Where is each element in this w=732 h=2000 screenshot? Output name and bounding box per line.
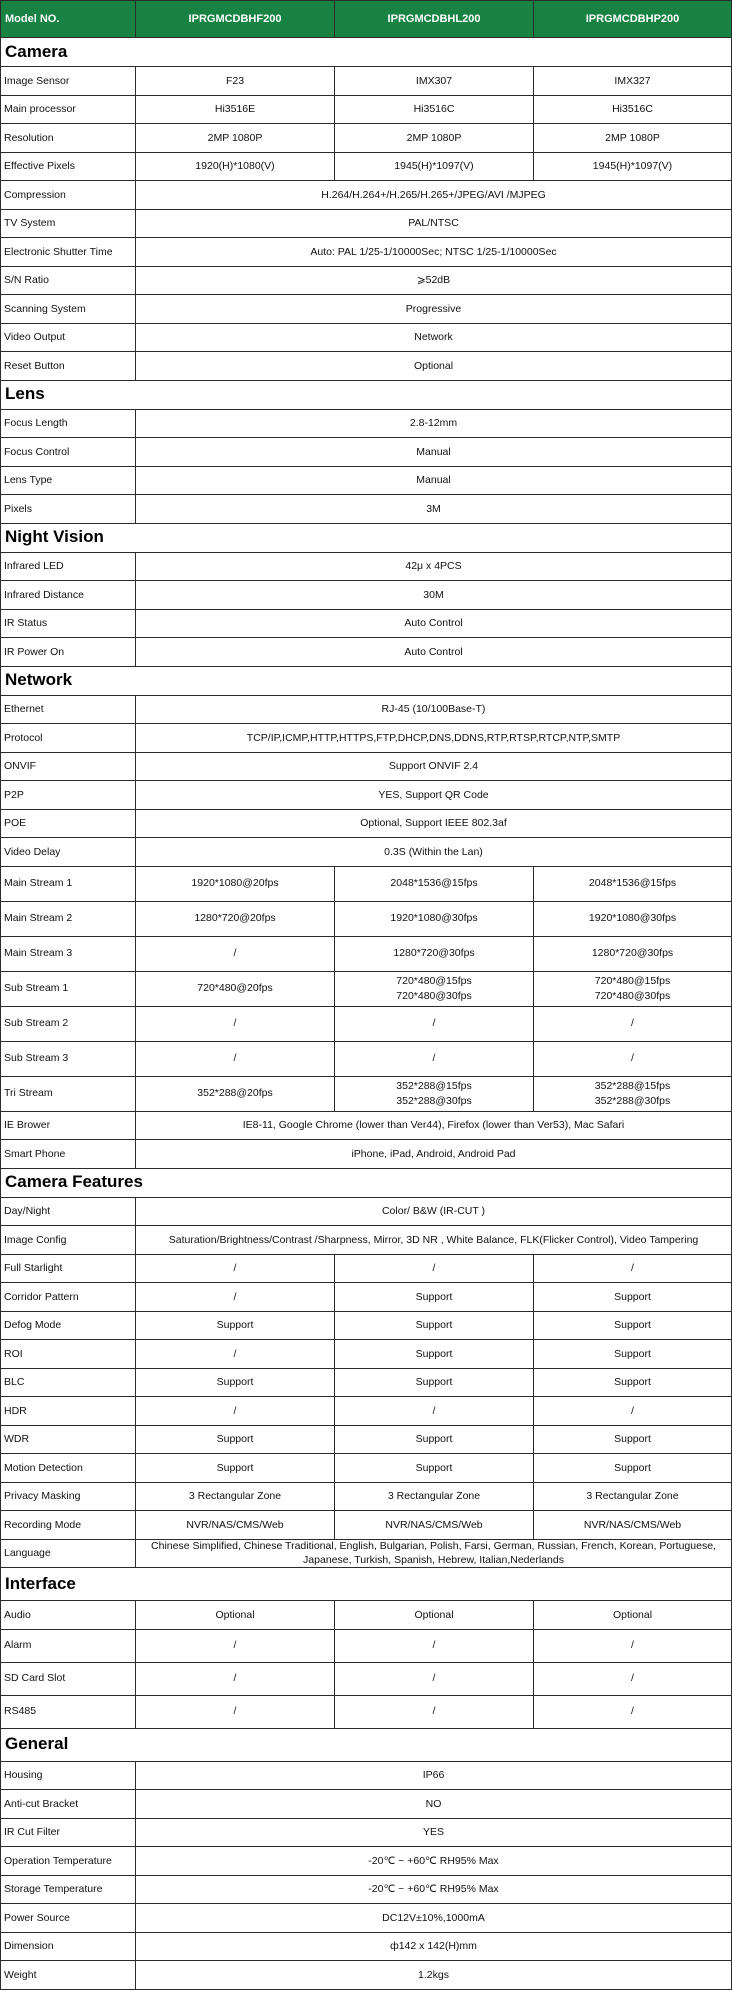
shared-value-cell: H.264/H.264+/H.265/H.265+/JPEG/AVI /MJPEG: [135, 180, 732, 209]
row-label: Electronic Shutter Time: [0, 237, 135, 266]
header-model-1: IPRGMCDBHF200: [135, 0, 334, 37]
value-cell-model-2: /: [334, 1006, 533, 1041]
shared-value-cell: -20℃ ~ +60℃ RH95% Max: [135, 1875, 732, 1904]
row-label: TV System: [0, 209, 135, 238]
row-label: SD Card Slot: [0, 1662, 135, 1695]
value-cell-model-1: NVR/NAS/CMS/Web: [135, 1510, 334, 1539]
shared-value-cell: Auto Control: [135, 609, 732, 638]
table-row: [0, 466, 732, 495]
row-label: IR Status: [0, 609, 135, 638]
value-cell-model-1: 1920*1080@20fps: [135, 866, 334, 901]
table-row: [0, 1629, 732, 1662]
value-cell-model-1: 720*480@20fps: [135, 971, 334, 1006]
table-row: [0, 1818, 732, 1847]
table-row: [0, 1197, 732, 1226]
table-row: [0, 66, 732, 95]
row-label: ROI: [0, 1339, 135, 1368]
row-label: Audio: [0, 1600, 135, 1629]
value-cell-model-1: F23: [135, 66, 334, 95]
table-row: [0, 752, 732, 781]
value-cell-model-1: Hi3516E: [135, 95, 334, 124]
row-label: Weight: [0, 1960, 135, 1989]
table-row: [0, 1453, 732, 1482]
value-cell-model-3: 720*480@15fps 720*480@30fps: [533, 971, 732, 1006]
row-label: Pixels: [0, 494, 135, 523]
table-row: [0, 552, 732, 581]
row-label: Privacy Masking: [0, 1482, 135, 1511]
table-row: [0, 1960, 732, 1989]
value-cell-model-2: 2MP 1080P: [334, 123, 533, 152]
table-row: [0, 1076, 732, 1111]
shared-value-cell: Manual: [135, 437, 732, 466]
row-label: Image Config: [0, 1225, 135, 1254]
row-label: Ethernet: [0, 695, 135, 724]
value-cell-model-3: Support: [533, 1339, 732, 1368]
shared-value-cell: Color/ B&W (IR-CUT ): [135, 1197, 732, 1226]
row-label: Video Delay: [0, 837, 135, 866]
value-cell-model-1: /: [135, 1006, 334, 1041]
value-cell-model-2: Optional: [334, 1600, 533, 1629]
row-label: IE Brower: [0, 1111, 135, 1140]
value-cell-model-3: /: [533, 1396, 732, 1425]
value-cell-model-2: 2048*1536@15fps: [334, 866, 533, 901]
value-cell-model-3: 1920*1080@30fps: [533, 901, 732, 936]
table-row: [0, 1111, 732, 1140]
table-row: [0, 237, 732, 266]
shared-value-cell: 1.2kgs: [135, 1960, 732, 1989]
table-row: [0, 695, 732, 724]
shared-value-cell: Progressive: [135, 294, 732, 323]
section-title: Lens: [0, 380, 732, 409]
table-row: [0, 1282, 732, 1311]
table-bottom-border: [0, 1989, 732, 1990]
value-cell-model-2: Hi3516C: [334, 95, 533, 124]
value-cell-model-3: NVR/NAS/CMS/Web: [533, 1510, 732, 1539]
value-cell-model-3: Support: [533, 1368, 732, 1397]
value-cell-model-1: /: [135, 936, 334, 971]
value-cell-model-3: /: [533, 1695, 732, 1728]
section-title: Interface: [0, 1567, 732, 1600]
shared-value-cell: YES, Support QR Code: [135, 780, 732, 809]
shared-value-cell: ⩾52dB: [135, 266, 732, 295]
row-label: Defog Mode: [0, 1311, 135, 1340]
shared-value-cell: Optional: [135, 351, 732, 380]
row-label: Main Stream 1: [0, 866, 135, 901]
table-row: [0, 1006, 732, 1041]
table-row: [0, 95, 732, 124]
section-heading-row: [0, 666, 732, 695]
table-header-row: [0, 0, 732, 37]
shared-value-cell: YES: [135, 1818, 732, 1847]
table-row: [0, 1339, 732, 1368]
value-cell-model-1: /: [135, 1282, 334, 1311]
table-row: [0, 437, 732, 466]
table-row: [0, 1254, 732, 1283]
shared-value-cell: IE8-11, Google Chrome (lower than Ver44), Firefox (lower than Ver53), Mac Safari: [135, 1111, 732, 1140]
section-heading-row: [0, 380, 732, 409]
row-label: Anti-cut Bracket: [0, 1789, 135, 1818]
table-row: [0, 837, 732, 866]
table-row: [0, 1662, 732, 1695]
row-label: Main processor: [0, 95, 135, 124]
row-label: Compression: [0, 180, 135, 209]
table-row: [0, 609, 732, 638]
row-label: Lens Type: [0, 466, 135, 495]
table-row: [0, 1903, 732, 1932]
table-row: [0, 1695, 732, 1728]
value-cell-model-3: 2048*1536@15fps: [533, 866, 732, 901]
table-row: [0, 152, 732, 181]
row-label: Tri Stream: [0, 1076, 135, 1111]
shared-value-cell: Support ONVIF 2.4: [135, 752, 732, 781]
shared-value-cell: 42μ x 4PCS: [135, 552, 732, 581]
value-cell-model-2: IMX307: [334, 66, 533, 95]
row-label: Video Output: [0, 323, 135, 352]
value-cell-model-2: Support: [334, 1425, 533, 1454]
table-row: [0, 323, 732, 352]
row-label: Language: [0, 1539, 135, 1568]
table-row: [0, 1482, 732, 1511]
row-label: Main Stream 3: [0, 936, 135, 971]
shared-value-cell: iPhone, iPad, Android, Android Pad: [135, 1139, 732, 1168]
value-cell-model-1: Support: [135, 1368, 334, 1397]
table-row: [0, 1225, 732, 1254]
shared-value-cell: Auto Control: [135, 637, 732, 666]
value-cell-model-3: Support: [533, 1311, 732, 1340]
value-cell-model-2: 1280*720@30fps: [334, 936, 533, 971]
value-cell-model-1: /: [135, 1695, 334, 1728]
row-label: POE: [0, 809, 135, 838]
section-title: Camera: [0, 37, 732, 66]
value-cell-model-2: 720*480@15fps 720*480@30fps: [334, 971, 533, 1006]
shared-value-cell: Saturation/Brightness/Contrast /Sharpness, Mirror, 3D NR , White Balance, FLK(Flicker Control), Video Tampering: [135, 1225, 732, 1254]
table-row: [0, 1600, 732, 1629]
value-cell-model-2: 1920*1080@30fps: [334, 901, 533, 936]
shared-value-cell: TCP/IP,ICMP,HTTP,HTTPS,FTP,DHCP,DNS,DDNS,RTP,RTSP,RTCP,NTP,SMTP: [135, 723, 732, 752]
value-cell-model-2: Support: [334, 1282, 533, 1311]
table-row: [0, 1789, 732, 1818]
table-row: [0, 1932, 732, 1961]
section-title: General: [0, 1728, 732, 1761]
value-cell-model-1: /: [135, 1339, 334, 1368]
shared-value-cell: 30M: [135, 580, 732, 609]
row-label: Operation Temperature: [0, 1846, 135, 1875]
row-label: Protocol: [0, 723, 135, 752]
shared-value-cell: 0.3S (Within the Lan): [135, 837, 732, 866]
row-label: Sub Stream 3: [0, 1041, 135, 1076]
value-cell-model-3: /: [533, 1254, 732, 1283]
shared-value-cell: Auto: PAL 1/25-1/10000Sec; NTSC 1/25-1/10000Sec: [135, 237, 732, 266]
row-label: IR Power On: [0, 637, 135, 666]
row-label: Storage Temperature: [0, 1875, 135, 1904]
table-row: [0, 294, 732, 323]
shared-value-cell: Chinese Simplified, Chinese Traditional, English, Bulgarian, Polish, Farsi, German, Russian, French, Korean, Portuguese, Japanese, Turkish, Spanish, Hebrew, Italian,Nederlands: [135, 1539, 732, 1568]
row-label: IR Cut Filter: [0, 1818, 135, 1847]
value-cell-model-2: 3 Rectangular Zone: [334, 1482, 533, 1511]
section-heading-row: [0, 1168, 732, 1197]
table-row: [0, 351, 732, 380]
row-label: Dimension: [0, 1932, 135, 1961]
table-row: [0, 1539, 732, 1568]
table-row: [0, 494, 732, 523]
value-cell-model-1: 1280*720@20fps: [135, 901, 334, 936]
table-row: [0, 1846, 732, 1875]
value-cell-model-1: /: [135, 1629, 334, 1662]
value-cell-model-1: 2MP 1080P: [135, 123, 334, 152]
table-row: [0, 1311, 732, 1340]
row-label: Sub Stream 1: [0, 971, 135, 1006]
value-cell-model-3: /: [533, 1006, 732, 1041]
value-cell-model-2: 1945(H)*1097(V): [334, 152, 533, 181]
shared-value-cell: 3M: [135, 494, 732, 523]
table-row: [0, 1368, 732, 1397]
section-title: Camera Features: [0, 1168, 732, 1197]
table-row: [0, 780, 732, 809]
value-cell-model-1: 1920(H)*1080(V): [135, 152, 334, 181]
shared-value-cell: NO: [135, 1789, 732, 1818]
value-cell-model-2: Support: [334, 1311, 533, 1340]
value-cell-model-3: 2MP 1080P: [533, 123, 732, 152]
value-cell-model-3: Support: [533, 1425, 732, 1454]
table-row: [0, 409, 732, 438]
table-row: [0, 1425, 732, 1454]
row-label: Alarm: [0, 1629, 135, 1662]
value-cell-model-2: 352*288@15fps 352*288@30fps: [334, 1076, 533, 1111]
value-cell-model-3: 352*288@15fps 352*288@30fps: [533, 1076, 732, 1111]
row-label: S/N Ratio: [0, 266, 135, 295]
section-title: Network: [0, 666, 732, 695]
row-label: Infrared LED: [0, 552, 135, 581]
section-title: Night Vision: [0, 523, 732, 552]
row-label: WDR: [0, 1425, 135, 1454]
shared-value-cell: PAL/NTSC: [135, 209, 732, 238]
row-label: Housing: [0, 1761, 135, 1790]
value-cell-model-1: /: [135, 1254, 334, 1283]
row-label: P2P: [0, 780, 135, 809]
header-label-cell: Model NO.: [0, 0, 135, 37]
value-cell-model-3: Support: [533, 1282, 732, 1311]
section-heading-row: [0, 1567, 732, 1600]
value-cell-model-2: Support: [334, 1453, 533, 1482]
row-label: RS485: [0, 1695, 135, 1728]
value-cell-model-1: /: [135, 1041, 334, 1076]
row-label: Focus Control: [0, 437, 135, 466]
shared-value-cell: DC12V±10%,1000mA: [135, 1903, 732, 1932]
table-row: [0, 723, 732, 752]
value-cell-model-2: /: [334, 1254, 533, 1283]
table-row: [0, 1875, 732, 1904]
value-cell-model-1: Support: [135, 1453, 334, 1482]
value-cell-model-2: Support: [334, 1368, 533, 1397]
table-row: [0, 180, 732, 209]
section-heading-row: [0, 523, 732, 552]
value-cell-model-2: /: [334, 1695, 533, 1728]
row-label: Full Starlight: [0, 1254, 135, 1283]
row-label: Resolution: [0, 123, 135, 152]
table-row: [0, 209, 732, 238]
value-cell-model-2: Support: [334, 1339, 533, 1368]
value-cell-model-3: 1945(H)*1097(V): [533, 152, 732, 181]
value-cell-model-1: 3 Rectangular Zone: [135, 1482, 334, 1511]
table-row: [0, 1510, 732, 1539]
shared-value-cell: RJ-45 (10/100Base-T): [135, 695, 732, 724]
value-cell-model-1: Support: [135, 1311, 334, 1340]
shared-value-cell: IP66: [135, 1761, 732, 1790]
row-label: Scanning System: [0, 294, 135, 323]
value-cell-model-2: /: [334, 1041, 533, 1076]
row-label: ONVIF: [0, 752, 135, 781]
shared-value-cell: Network: [135, 323, 732, 352]
row-label: Main Stream 2: [0, 901, 135, 936]
row-label: Focus Length: [0, 409, 135, 438]
row-label: Image Sensor: [0, 66, 135, 95]
table-row: [0, 971, 732, 1006]
value-cell-model-2: /: [334, 1396, 533, 1425]
table-row: [0, 1139, 732, 1168]
value-cell-model-3: IMX327: [533, 66, 732, 95]
value-cell-model-3: Optional: [533, 1600, 732, 1629]
value-cell-model-3: 1280*720@30fps: [533, 936, 732, 971]
row-label: Recording Mode: [0, 1510, 135, 1539]
table-row: [0, 936, 732, 971]
row-label: Reset Button: [0, 351, 135, 380]
row-label: Infrared Distance: [0, 580, 135, 609]
value-cell-model-3: Support: [533, 1453, 732, 1482]
value-cell-model-2: /: [334, 1629, 533, 1662]
row-label: Corridor Pattern: [0, 1282, 135, 1311]
row-label: Effective Pixels: [0, 152, 135, 181]
table-row: [0, 580, 732, 609]
table-row: [0, 637, 732, 666]
row-label: Smart Phone: [0, 1139, 135, 1168]
shared-value-cell: ф142 x 142(H)mm: [135, 1932, 732, 1961]
row-label: HDR: [0, 1396, 135, 1425]
value-cell-model-2: NVR/NAS/CMS/Web: [334, 1510, 533, 1539]
header-model-3: IPRGMCDBHP200: [533, 0, 732, 37]
value-cell-model-3: /: [533, 1041, 732, 1076]
value-cell-model-1: /: [135, 1662, 334, 1695]
section-heading-row: [0, 1728, 732, 1761]
value-cell-model-3: /: [533, 1662, 732, 1695]
header-model-2: IPRGMCDBHL200: [334, 0, 533, 37]
table-row: [0, 901, 732, 936]
value-cell-model-1: 352*288@20fps: [135, 1076, 334, 1111]
row-label: Motion Detection: [0, 1453, 135, 1482]
shared-value-cell: 2.8-12mm: [135, 409, 732, 438]
value-cell-model-3: 3 Rectangular Zone: [533, 1482, 732, 1511]
value-cell-model-3: /: [533, 1629, 732, 1662]
shared-value-cell: Manual: [135, 466, 732, 495]
value-cell-model-2: /: [334, 1662, 533, 1695]
value-cell-model-1: Support: [135, 1425, 334, 1454]
section-heading-row: [0, 37, 732, 66]
table-row: [0, 266, 732, 295]
row-label: BLC: [0, 1368, 135, 1397]
table-row: [0, 1396, 732, 1425]
row-label: Power Source: [0, 1903, 135, 1932]
value-cell-model-3: Hi3516C: [533, 95, 732, 124]
row-label: Sub Stream 2: [0, 1006, 135, 1041]
shared-value-cell: Optional, Support IEEE 802.3af: [135, 809, 732, 838]
value-cell-model-1: /: [135, 1396, 334, 1425]
table-row: [0, 809, 732, 838]
shared-value-cell: -20℃ ~ +60℃ RH95% Max: [135, 1846, 732, 1875]
table-row: [0, 1041, 732, 1076]
table-row: [0, 1761, 732, 1790]
value-cell-model-1: Optional: [135, 1600, 334, 1629]
table-row: [0, 866, 732, 901]
row-label: Day/Night: [0, 1197, 135, 1226]
table-row: [0, 123, 732, 152]
